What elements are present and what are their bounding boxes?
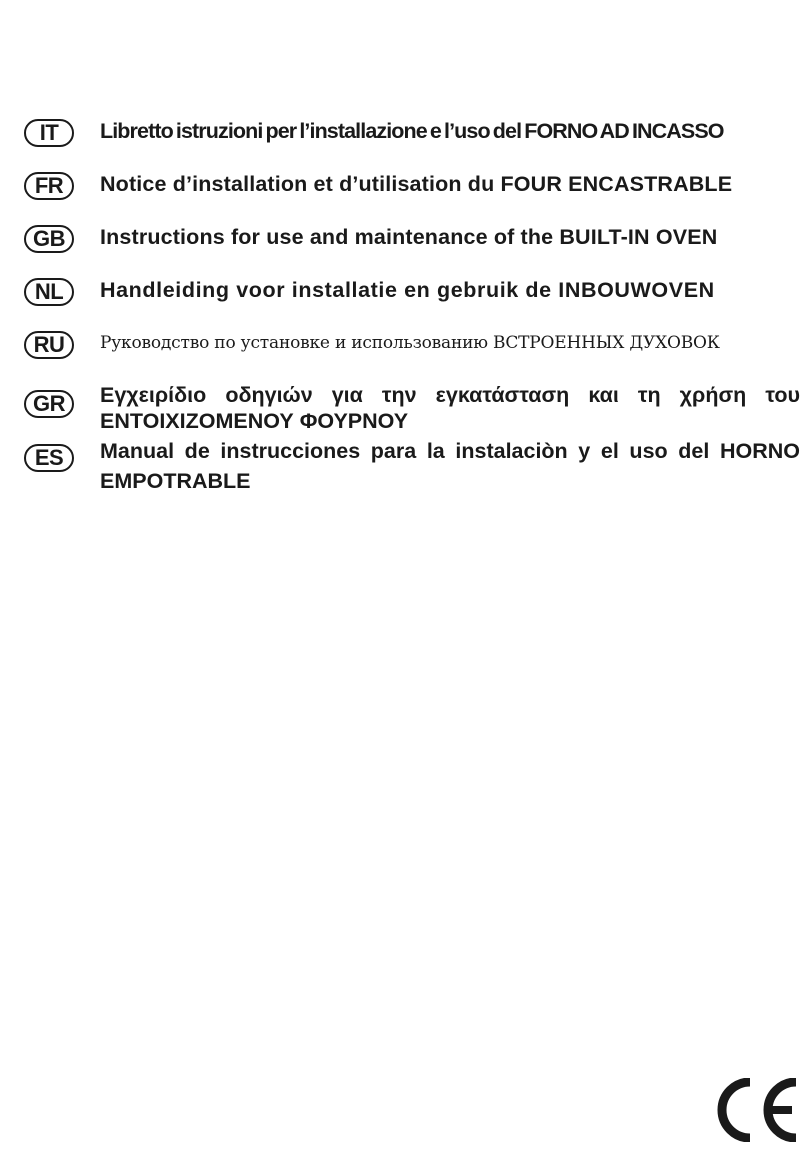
language-entry-es (24, 436, 800, 496)
language-badge-ru: RU (24, 331, 74, 359)
manual-title-gb: Instructions for use and maintenance of the BUILT-IN OVEN (100, 225, 718, 249)
manual-title-fr: Notice d’installation et d’utilisation du FOUR ENCASTRABLE (100, 172, 733, 196)
language-entry-it (24, 117, 800, 147)
language-badge-gr: GR (24, 390, 74, 418)
manual-title-es: Manual de instrucciones para la instalaciòn y el uso del HORNO EMPOTRABLE (100, 439, 800, 493)
language-entry-gb (24, 223, 800, 253)
manual-title-gr: Εγχειρίδιο οδηγιών για την εγκατάσταση και τη χρήση του ΕΝΤΟΙΧΙΖΟΜΕΝΟΥ ΦΟΥΡΝΟΥ (100, 383, 800, 433)
ce-mark-icon (710, 1078, 798, 1142)
manual-title-nl: Handleiding voor installatie en gebruik de INBOUWOVEN (100, 278, 715, 302)
language-badge-fr: FR (24, 172, 74, 200)
manual-title-it: Libretto istruzioni per l’installazione e l’uso del FORNO AD INCASSO (100, 119, 724, 143)
language-entry-nl (24, 276, 800, 306)
language-badge-it: IT (24, 119, 74, 147)
language-entry-fr (24, 170, 800, 200)
manual-title-ru: Руководство по установке и использованию ВСТРОЕННЫХ ДУХОВОК (100, 333, 720, 353)
language-badge-nl: NL (24, 278, 74, 306)
language-badge-es: ES (24, 444, 74, 472)
language-entry-gr (24, 382, 800, 434)
language-badge-gb: GB (24, 225, 74, 253)
language-entry-ru (24, 329, 800, 359)
